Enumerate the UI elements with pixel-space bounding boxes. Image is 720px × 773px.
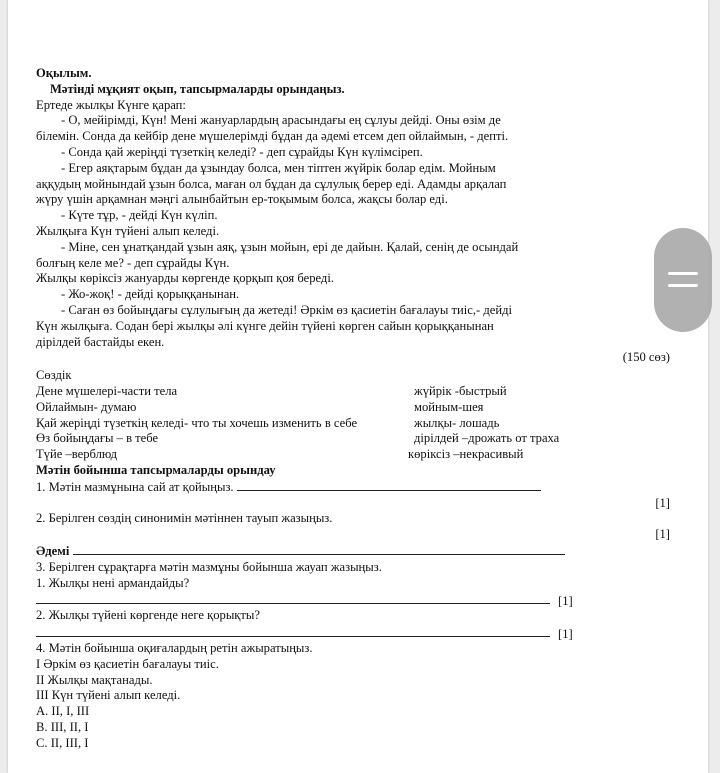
task-3-text: 3. Берілген сұрақтарға мәтін мазмұны бойынша жауап жазыңыз.: [36, 559, 382, 574]
task-3-q1-score: [1]: [558, 594, 573, 609]
vocab-left: Қай жеріңді түзеткің келеді- что ты хочешь изменить в себе: [36, 415, 358, 430]
task-3-q2-score: [1]: [558, 627, 573, 642]
heading: Оқылым.: [36, 66, 92, 80]
text-line: - Сонда қай жеріңді түзеткің келеді? - деп сұрайды Күн күлімсіреп.: [61, 144, 423, 159]
vocab-row: [36, 447, 676, 463]
grip-line-icon: [668, 284, 698, 287]
task-2-answer-line[interactable]: [73, 543, 565, 555]
text-line: аққудың мойнындай ұзын болса, маған ол бұдан да сұлулық берер еді. Адамды арқалап: [36, 176, 507, 191]
scroll-handle[interactable]: [654, 228, 712, 332]
task-2-score: [1]: [655, 527, 670, 542]
text-line: - Егер аяқтарым бұдан да ұзындау болса, мен тіптен жүйрік болар едім. Мойным: [61, 160, 496, 175]
vocab-right: жүйрік -быстрый: [414, 383, 507, 398]
task-3-q1-answer: [36, 591, 676, 608]
task-2-word: Әдемі: [36, 543, 70, 558]
vocab-row: [36, 416, 676, 432]
vocab-right: жылқы- лошадь: [414, 415, 500, 430]
text-line: Жылқы көріксіз жануарды көргенде қорқып қоя береді.: [36, 271, 334, 286]
text-line: - Саған өз бойыңдағы сұлулығың да жетеді! Әркім өз қасиетін бағалауы тиіс,- дейді: [61, 302, 512, 317]
vocab-row: [36, 384, 676, 400]
vocab-left: Түйе –верблюд: [36, 447, 118, 462]
vocab-left: Ойлаймын- думаю: [36, 399, 137, 414]
text-line: Күн жылқыға. Содан бері жылқы әлі күнге дейін түйені көрген сайын қорыққанынан: [36, 318, 494, 333]
task-2-word-row: [36, 543, 676, 560]
task-2-score-row: [36, 527, 676, 543]
task-1-answer-line[interactable]: [237, 479, 541, 491]
task-4-item: ІІІ Күн түйені алып келеді.: [36, 688, 181, 703]
vocab-title: Сөздік: [36, 368, 72, 383]
task-1-score: [1]: [655, 495, 670, 510]
instruction: Мәтінді мұқият оқып, тапсырмаларды орындаңыз.: [50, 81, 345, 96]
text-line: Жылқыға Күн түйені алып келеді.: [36, 223, 220, 238]
reading-text: [36, 98, 676, 351]
task-2-text: 2. Берілген сөздің синонимін мәтіннен тауып жазыңыз.: [36, 511, 333, 526]
text-line: білемін. Сонда да кейбір дене мүшелерімді бұдан да әдемі етсем деп ойлаймын, - депті.: [36, 129, 509, 144]
task-3-q2: 2. Жылқы түйені көргенде неге қорықты?: [36, 608, 260, 623]
document-page: [8, 0, 708, 773]
task-4-item: ІІ Жылқы мақтанады.: [36, 672, 153, 687]
task-3-q2-answer: [36, 624, 676, 641]
task-4-item: І Әркім өз қасиетін бағалауы тиіс.: [36, 656, 219, 671]
vocabulary: [36, 384, 676, 463]
text-line: - Міне, сен ұнатқандай ұзын аяқ, ұзын мойын, ері де дайын. Қалай, сенің де осындай: [61, 239, 519, 254]
task-4-text: 4. Мәтін бойынша оқиғалардың ретін ажыратыңыз.: [36, 641, 313, 656]
vocab-left: Өз бойыңдағы – в тебе: [36, 431, 159, 446]
tasks-title: Мәтін бойынша тапсырмаларды орындау: [36, 462, 276, 477]
task-3-q1-answer-line[interactable]: [36, 603, 550, 604]
text-line: - О, мейірімді, Күн! Мені жануарлардың арасындағы ең сұлуы дейді. Оны өзім де: [61, 113, 501, 128]
vocab-row: [36, 400, 676, 416]
document-content: [36, 66, 676, 752]
text-line: - Жо-жоқ! - дейді қорыққанынан.: [61, 287, 240, 302]
vocab-right: мойным-шея: [414, 399, 484, 414]
task-1: [36, 479, 676, 496]
text-line: болғың келе ме? - деп сұрайды Күн.: [36, 255, 230, 270]
vocab-right: көріксіз –некрасивый: [408, 447, 524, 462]
vocab-right: дірілдей –дрожать от траха: [414, 431, 560, 446]
grip-line-icon: [668, 272, 698, 275]
vocab-left: Дене мүшелері-части тела: [36, 383, 178, 398]
task-3-q2-answer-line[interactable]: [36, 636, 550, 637]
text-line: Ертеде жылқы Күнге қарап:: [36, 97, 186, 112]
task-4-option[interactable]: B. ІІІ, ІІ, І: [36, 720, 89, 735]
task-1-text: 1. Мәтін мазмұнына сай ат қойыңыз.: [36, 479, 234, 494]
task-1-score-row: [36, 496, 676, 512]
word-count: (150 сөз): [622, 350, 670, 365]
task-4-option[interactable]: A. ІІ, І, ІІІ: [36, 704, 90, 719]
text-line: - Күте тұр, - дейді Күн күліп.: [61, 208, 218, 223]
text-line: дірілдей бастайды екен.: [36, 334, 165, 349]
task-3-q1: 1. Жылқы нені армандайды?: [36, 575, 190, 590]
text-line: жүру үшін арқамнан мәңгі алынбайтын ер-тоқымым болса, жақсы болар еді.: [36, 192, 448, 207]
task-4-option[interactable]: C. ІІ, ІІІ, І: [36, 735, 89, 750]
vocab-row: [36, 431, 676, 447]
